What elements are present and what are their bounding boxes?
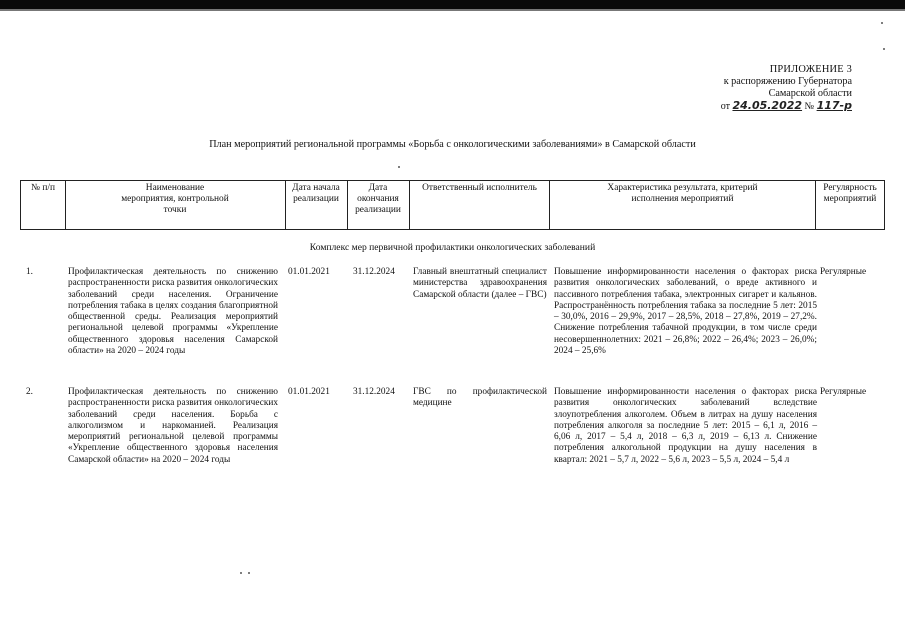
scan-speck (248, 572, 250, 574)
document-title: План мероприятий региональной программы «Борьба с онкологическими заболеваниями» в Самарской области (209, 139, 696, 150)
section-title: Комплекс мер первичной профилактики онкологических заболеваний (309, 242, 596, 253)
col-divider-5 (549, 180, 550, 230)
header-end-date: Дата окончания реализации (355, 183, 401, 215)
row-end-date: 31.12.2024 (353, 267, 395, 277)
table-header-bottom-border (20, 229, 885, 230)
header-number: № п/п (31, 183, 55, 193)
header-start-date: Дата начала реализации (292, 183, 340, 204)
handwritten-date: 24.05.2022 (732, 99, 803, 112)
col-divider-7 (884, 180, 885, 230)
header-executor: Ответственный исполнитель (422, 183, 537, 193)
number-prefix: № (804, 101, 815, 112)
scan-top-border (0, 0, 905, 9)
date-prefix: от (720, 101, 730, 112)
scan-speck (240, 572, 242, 574)
appendix-line-2: к распоряжению Губернатора (723, 76, 852, 87)
appendix-line-3: Самарской области (768, 88, 852, 99)
row-executor: Главный внештатный специалист министерства здравоохранения Самарской области (далее – ГВС) (413, 267, 547, 300)
col-divider-1 (65, 180, 66, 230)
col-divider-4 (409, 180, 410, 230)
appendix-date-line (600, 100, 852, 113)
row-executor: ГВС по профилактической медицине (413, 387, 547, 409)
row-result: Повышение информированности населения о факторах риска развития онкологических заболеваний, о вреде активного и пассивного потребления табака, электронных сигарет и кальянов. Распространённость потребления табака за последние 5 лет: 2015 – 30,0%, 2016 – 29,9%, 2017 – 28,5%, 2018 – 27,8%, 2019 – 27,2%. Снижение потребления табачной продукции, в том числе среди несовершеннолетних: 2021 – 26,8%; 2022 – 26,4%; 2023 – 26,0%; 2024 – 25,6% (554, 267, 817, 357)
row-number: 1. (26, 267, 33, 277)
row-regularity: Регулярные (820, 387, 867, 397)
row-number: 2. (26, 387, 33, 397)
scan-speck (881, 22, 883, 24)
row-start-date: 01.01.2021 (288, 267, 330, 277)
header-regularity: Регулярность мероприятий (823, 183, 877, 204)
col-divider-0 (20, 180, 21, 230)
row-activity-name: Профилактическая деятельность по снижению распространенности риска развития онкологических заболеваний среди населения. Борьба с алкоголизмом и наркоманией. Реализация мероприятий региональной целевой программы «Укрепление общественного здоровья населения Самарской области» на 2020 – 2024 годы (68, 387, 278, 465)
row-start-date: 01.01.2021 (288, 387, 330, 397)
appendix-block (600, 64, 852, 113)
header-name: Наименование мероприятия, контрольной точки (121, 183, 229, 215)
table-top-border (20, 180, 885, 181)
scan-speck (883, 48, 885, 50)
scan-speck (398, 166, 400, 168)
row-end-date: 31.12.2024 (353, 387, 395, 397)
appendix-title: ПРИЛОЖЕНИЕ 3 (769, 64, 852, 75)
row-activity-name: Профилактическая деятельность по снижению распространенности риска развития онкологических заболеваний среди населения. Ограничение потребления табака в целях создания благоприятной общественной среды. Реализация мероприятий региональной целевой программы «Укрепление общественного здоровья населения Самарской области» на 2020 – 2024 годы (68, 267, 278, 357)
scan-top-shadow (0, 9, 905, 11)
handwritten-number: 117-р (816, 99, 852, 112)
row-regularity: Регулярные (820, 267, 867, 277)
header-result: Характеристика результата, критерий исполнения мероприятий (607, 183, 758, 204)
row-result: Повышение информированности населения о факторах риска развития онкологических заболеваний вследствие злоупотребления алкоголем. Объем в литрах на душу населения потребления алкоголя за последние 5 лет: 2015 – 6,1 л, 2016 – 6,06 л, 2017 – 5,4 л, 2018 – 6,3 л, 2019 – 6,13 л. Снижение потребления алкогольной продукции на душу населения в квартал: 2021 – 5,7 л, 2022 – 5,6 л, 2023 – 5,5 л, 2024 – 5,4 л (554, 387, 817, 465)
